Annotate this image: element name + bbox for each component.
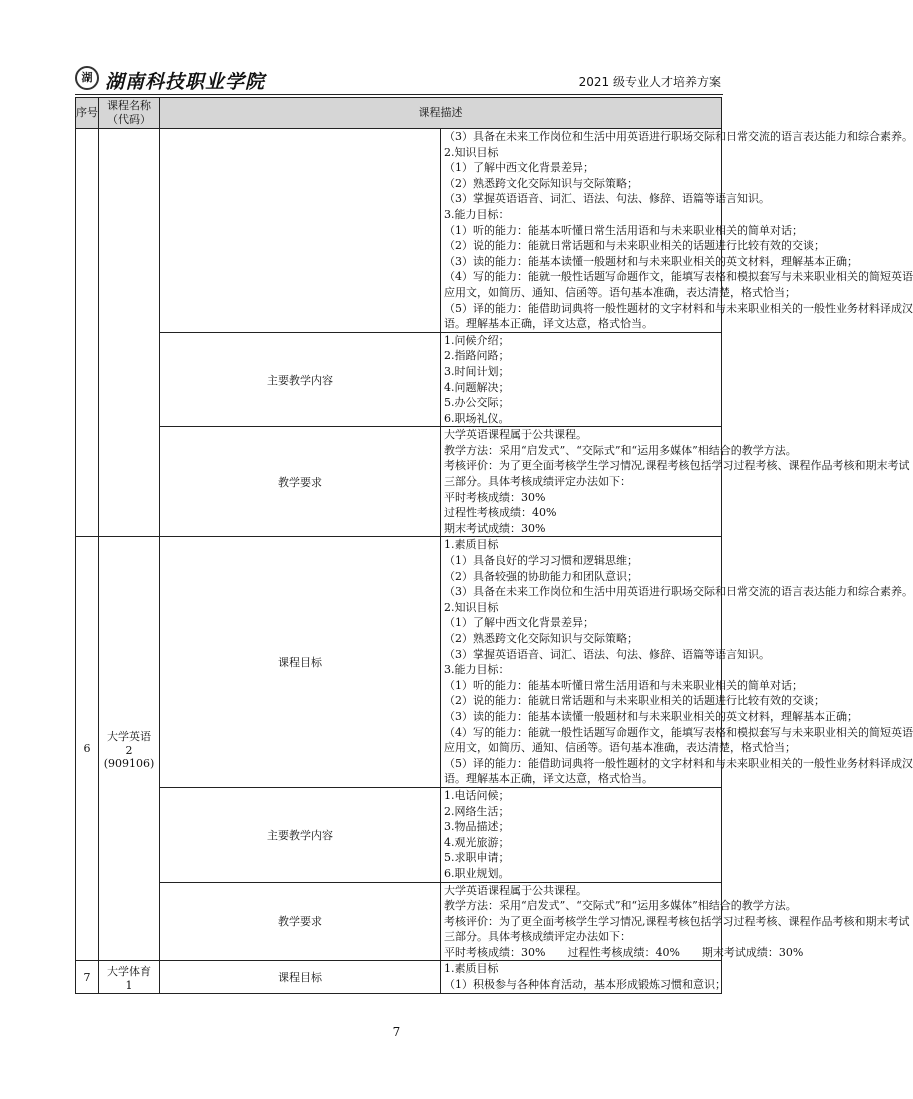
cont-req-label: 教学要求: [160, 427, 441, 537]
description-line: （2）熟悉跨文化交际知识与交际策略；: [444, 632, 638, 645]
description-line: 大学英语课程属于公共课程。: [444, 883, 587, 897]
logo-text: 湖: [81, 71, 93, 84]
description-line: （3）具备在未来工作岗位和生活中用英语进行职场交际和日常交流的语言表达能力和综合素养。: [444, 585, 913, 599]
cont-content-lines: [441, 332, 722, 427]
header-description: 课程描述: [160, 98, 722, 129]
table-row: [76, 787, 722, 882]
description-line: 三部分。具体考核成绩评定办法如下：: [444, 930, 631, 944]
description-line: （2）说的能力：能就日常话题和与未来职业相关的话题进行比较有效的交谈；: [444, 239, 825, 253]
description-line: 3.能力目标：: [444, 663, 510, 677]
row7-name-line2: 1: [125, 978, 133, 992]
description-line: （2）说的能力：能就日常话题和与未来职业相关的话题进行比较有效的交谈；: [444, 694, 825, 708]
description-line: 1.电话问候；: [444, 788, 510, 802]
description-line: 3.时间计划；: [444, 364, 510, 378]
description-line: 1.素质目标: [444, 962, 499, 976]
description-line: （4）写的能力：能就一般性话题写命题作文，能填写表格和模拟套写与未来职业相关的简短英语: [444, 270, 913, 284]
table-row: [76, 427, 722, 537]
row6-name-line1: 大学英语: [107, 729, 151, 743]
cont-goal-lines: [441, 129, 913, 333]
row6-name-cell: [99, 537, 160, 961]
cont-content-label: 主要教学内容: [160, 332, 441, 427]
row6-goal-label: 课程目标: [160, 537, 441, 788]
description-line: 考核评价：为了更全面考核学生学习情况,课程考核包括学习过程考核、课程作品考核和期末考试: [444, 459, 910, 473]
description-line: （4）写的能力：能就一般性话题写命题作文，能填写表格和模拟套写与未来职业相关的简短英语: [444, 725, 913, 739]
description-line: 教学方法：采用“启发式”、“交际式”和“运用多媒体”相结合的教学方法。: [444, 899, 797, 913]
description-line: 大学英语课程属于公共课程。: [444, 428, 587, 442]
description-line: （5）译的能力：能借助词典将一般性题材的文字材料和与未来职业相关的一般性业务材料译成汉: [444, 301, 913, 315]
row6-goal-lines: [441, 537, 913, 788]
header-no: 序号: [76, 98, 99, 129]
description-line: 教学方法：采用“启发式”、“交际式”和“运用多媒体”相结合的教学方法。: [444, 443, 797, 457]
row6-content-label: 主要教学内容: [160, 787, 441, 882]
description-line: （5）译的能力：能借助词典将一般性题材的文字材料和与未来职业相关的一般性业务材料译成汉: [444, 756, 913, 770]
table-row: [76, 537, 722, 788]
description-line: （3）掌握英语语音、词汇、语法、句法、修辞、语篇等语言知识。: [444, 647, 770, 661]
row6-req-label: 教学要求: [160, 882, 441, 961]
header-course-name: 课程名称（代码）: [99, 98, 160, 129]
cont-name-cell: [99, 129, 160, 537]
plan-title: 2021 级专业人才培养方案: [578, 75, 721, 89]
row6-content-lines: [441, 787, 722, 882]
description-line: （1）听的能力：能基本听懂日常生活用语和与未来职业相关的简单对话；: [444, 678, 803, 692]
description-line: 平时考核成绩：30% 过程性考核成绩：40% 期末考试成绩：30%: [444, 945, 804, 959]
description-line: （3）读的能力：能基本读懂一般题材和与未来职业相关的英文材料，理解基本正确；: [444, 254, 858, 268]
school-name: 湖南科技职业学院: [105, 71, 266, 93]
description-line: 2.指路问路；: [444, 349, 510, 363]
cont-req-lines: [441, 427, 910, 537]
description-line: 3.物品描述；: [444, 820, 510, 834]
cont-no-cell: [76, 129, 99, 537]
row7-no: 7: [76, 961, 99, 993]
description-line: 应用文，如简历、通知、信函等。语句基本准确，表达清楚，格式恰当；: [444, 741, 796, 755]
description-line: 5.求职申请；: [444, 851, 510, 865]
course-table: [75, 97, 913, 994]
description-line: （3）具备在未来工作岗位和生活中用英语进行职场交际和日常交流的语言表达能力和综合素养。: [444, 130, 913, 143]
description-line: 1.素质目标: [444, 538, 499, 552]
description-line: （1）了解中西文化背景差异；: [444, 616, 594, 630]
description-line: 6.职业规划。: [444, 866, 510, 880]
table-row: [76, 961, 722, 993]
description-line: （3）掌握英语语音、词汇、语法、句法、修辞、语篇等语言知识。: [444, 192, 770, 206]
description-line: 考核评价：为了更全面考核学生学习情况,课程考核包括学习过程考核、课程作品考核和期末考试: [444, 914, 910, 928]
school-logo: [75, 66, 99, 90]
row6-req-lines: [441, 882, 910, 961]
description-line: 2.知识目标: [444, 145, 499, 159]
description-line: 语。理解基本正确，译文达意，格式恰当。: [444, 772, 653, 786]
page-number: 7: [392, 1025, 401, 1039]
row7-goal-lines: [441, 961, 726, 993]
description-line: （1）积极参与各种体育活动，基本形成锻炼习惯和意识；: [444, 978, 726, 992]
description-line: 4.问题解决；: [444, 380, 510, 394]
table-row: [76, 332, 722, 427]
row6-name-line2: 2: [125, 743, 133, 757]
description-line: 1.问候介绍；: [444, 333, 510, 347]
description-line: 3.能力目标：: [444, 207, 510, 221]
row6-code: (909106): [103, 756, 155, 770]
cont-goal-label-cell: [160, 129, 441, 333]
description-line: 过程性考核成绩：40%: [444, 506, 557, 520]
table-row: [76, 882, 722, 961]
description-line: （1）听的能力：能基本听懂日常生活用语和与未来职业相关的简单对话；: [444, 223, 803, 237]
description-line: （1）具备良好的学习习惯和逻辑思维；: [444, 554, 638, 568]
description-line: （1）了解中西文化背景差异；: [444, 161, 594, 175]
description-line: 平时考核成绩：30%: [444, 490, 546, 504]
description-line: 4.观光旅游；: [444, 835, 510, 849]
description-line: 6.职场礼仪。: [444, 411, 510, 425]
description-line: 三部分。具体考核成绩评定办法如下：: [444, 475, 631, 489]
table-row: [76, 129, 722, 333]
description-line: 应用文，如简历、通知、信函等。语句基本准确，表达清楚，格式恰当；: [444, 285, 796, 299]
page-header: [75, 66, 723, 95]
row7-goal-label: 课程目标: [160, 961, 441, 993]
row7-name-line1: 大学体育: [107, 964, 151, 978]
description-line: （2）熟悉跨文化交际知识与交际策略；: [444, 176, 638, 190]
row7-name-cell: [99, 961, 160, 993]
table-header-row: [76, 98, 722, 129]
description-line: 期末考试成绩：30%: [444, 521, 546, 535]
description-line: （2）具备较强的协助能力和团队意识；: [444, 569, 638, 583]
description-line: 5.办公交际；: [444, 396, 510, 410]
description-line: 2.网络生活；: [444, 804, 510, 818]
description-line: （3）读的能力：能基本读懂一般题材和与未来职业相关的英文材料，理解基本正确；: [444, 709, 858, 723]
row6-no: 6: [76, 537, 99, 961]
description-line: 语。理解基本正确，译文达意，格式恰当。: [444, 317, 653, 331]
description-line: 2.知识目标: [444, 600, 499, 614]
